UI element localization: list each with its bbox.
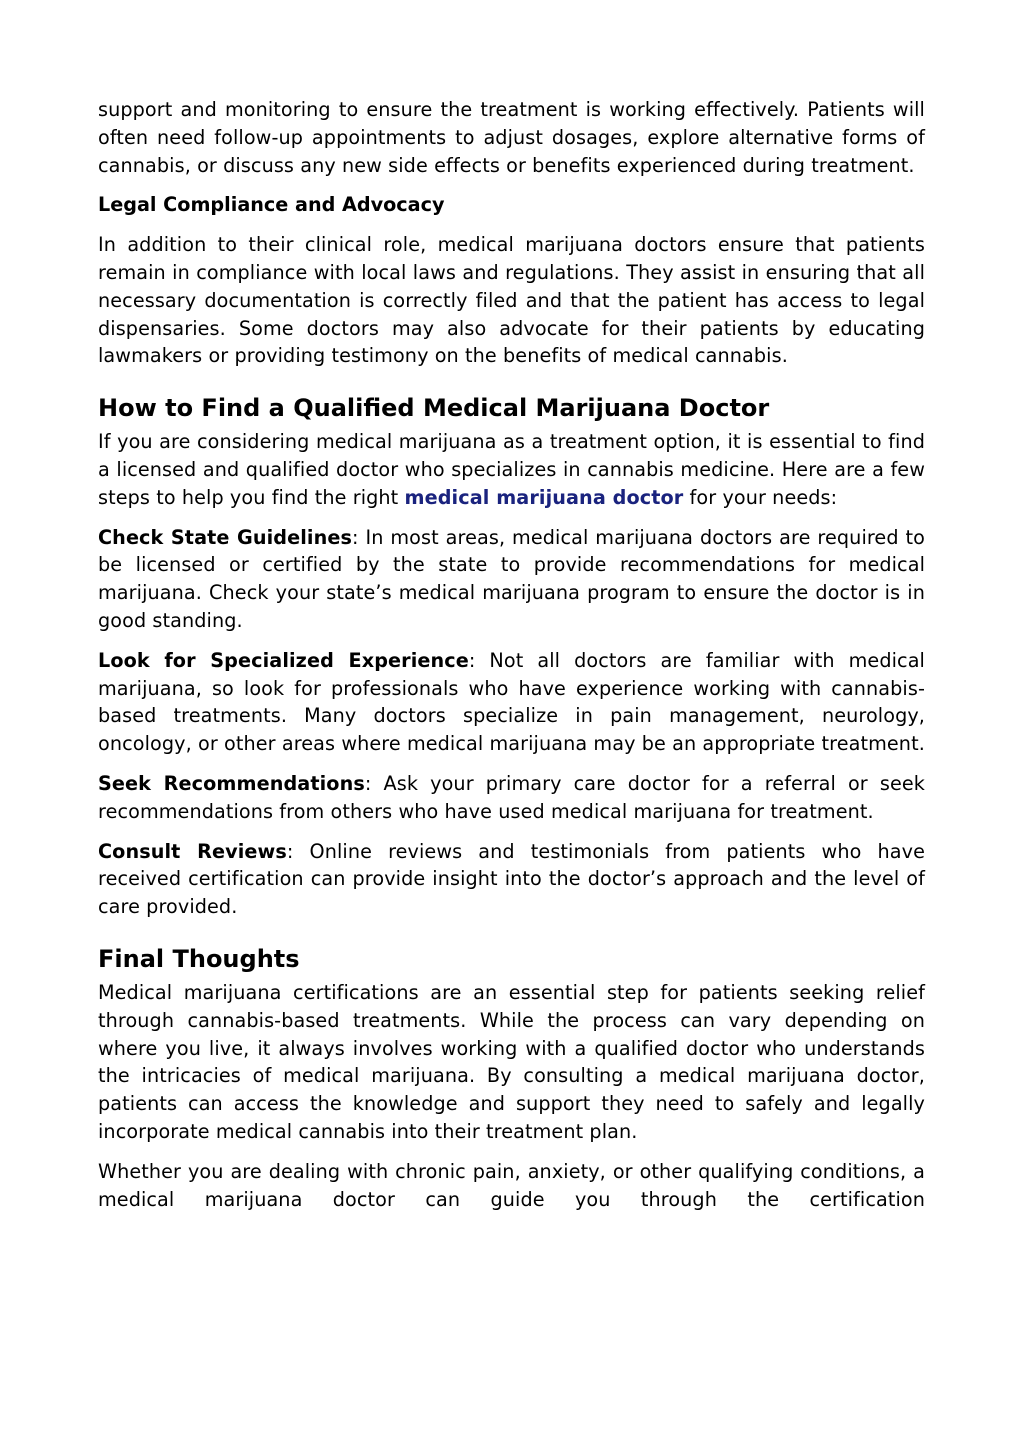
final-thoughts-paragraph-1: Medical marijuana certifications are an essential step for patients seeking relief through cannabis-based treatments. While the process can vary depending on where you live, it always involves working with a qualified doctor who understands the intricacies of medical marijuana. By consulting a medical marijuana doctor, patients can access the knowledge and support they need to safely and legally incorporate medical cannabis into their treatment plan.: [98, 980, 925, 1143]
step-check-state-guidelines: [98, 524, 925, 635]
step-look-for-specialized-experience: [98, 647, 925, 758]
step-title: Seek Recommendations: [98, 771, 365, 795]
step-title: Check State Guidelines: [98, 525, 352, 549]
find-doctor-intro-tail: for your needs:: [683, 485, 838, 509]
step-text: : Online reviews and testimonials from patients who have received certification can provide insight into the doctor’s approach and the level of care provided.: [98, 839, 926, 919]
step-seek-recommendations: [98, 770, 925, 826]
find-doctor-heading: How to Find a Qualified Medical Marijuana Doctor: [98, 394, 770, 423]
final-thoughts-paragraph-2: Whether you are dealing with chronic pain, anxiety, or other qualifying conditions, a medical marijuana doctor can guide you through the certification: [98, 1159, 925, 1211]
document-page: [98, 96, 925, 1213]
legal-compliance-heading: Legal Compliance and Advocacy: [98, 193, 445, 217]
final-thoughts-heading: Final Thoughts: [98, 944, 300, 973]
step-text: : Not all doctors are familiar with medical marijuana, so look for professionals who have experience working with cannabis-based treatments. Many doctors specialize in pain management, neurology, oncology, or other areas where medical marijuana may be an appropriate treatment.: [98, 648, 925, 756]
step-consult-reviews: [98, 838, 925, 921]
find-doctor-intro: [98, 428, 925, 511]
step-title: Look for Specialized Experience: [98, 648, 469, 672]
medical-marijuana-doctor-link[interactable]: medical marijuana doctor: [404, 485, 684, 509]
step-text: : Ask your primary care doctor for a referral or seek recommendations from others who have used medical marijuana for treatment.: [98, 771, 925, 823]
legal-compliance-paragraph: In addition to their clinical role, medical marijuana doctors ensure that patients remain in compliance with local laws and regulations. They assist in ensuring that all necessary documentation is correctly filed and that the patient has access to legal dispensaries. Some doctors may also advocate for their patients by educating lawmakers or providing testimony on the benefits of medical cannabis.: [98, 233, 925, 368]
find-doctor-intro-text: If you are considering medical marijuana as a treatment option, it is essential to find a licensed and qualified doctor who specializes in cannabis medicine. Here are a few steps to help you find the right: [98, 430, 925, 509]
step-text: : In most areas, medical marijuana doctors are required to be licensed or certified by the state to provide recommendations for medical marijuana. Check your state’s medical marijuana program to ensure the doctor is in good standing.: [98, 525, 925, 632]
intro-paragraph: support and monitoring to ensure the treatment is working effectively. Patients will often need follow-up appointments to adjust dosages, explore alternative forms of cannabis, or discuss any new side effects or benefits experienced during treatment.: [98, 98, 925, 177]
step-title: Consult Reviews: [98, 839, 287, 863]
